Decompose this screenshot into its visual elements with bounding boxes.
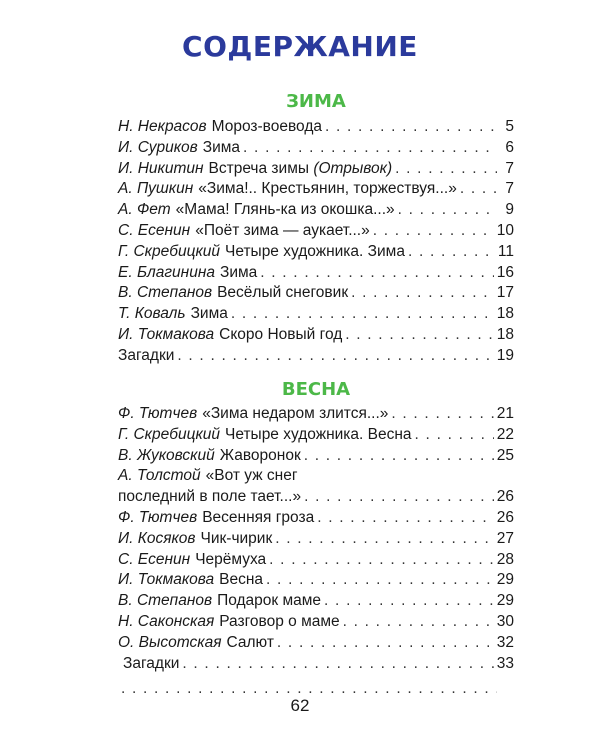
- dot-leader: [415, 425, 494, 446]
- section-heading: ВЕСНА: [281, 379, 351, 400]
- toc-entry[interactable]: [118, 633, 514, 654]
- work-title: Подарок маме: [217, 592, 322, 610]
- toc-entry[interactable]: [118, 570, 514, 591]
- toc-entry[interactable]: [118, 508, 514, 529]
- dot-leader: [408, 242, 495, 263]
- author: Г. Скребицкий: [118, 425, 221, 443]
- work-title: Весенняя гроза: [202, 508, 315, 526]
- page-number: 7: [505, 159, 514, 177]
- toc-entry[interactable]: [118, 654, 514, 675]
- page-number: 17: [496, 284, 514, 302]
- work-title: «Вот уж снег: [205, 467, 298, 485]
- dot-leader: [351, 283, 494, 304]
- author: Е. Благинина: [118, 263, 215, 281]
- toc-entry[interactable]: [118, 283, 514, 304]
- page-number: 11: [497, 242, 514, 260]
- work-note: (Отрывок): [313, 159, 393, 177]
- dot-leader: [304, 446, 494, 467]
- section-winter: [118, 90, 514, 367]
- work-title: «Мама! Глянь-ка из окошка...»: [175, 201, 395, 219]
- toc-entry[interactable]: [118, 221, 514, 242]
- dot-leader: [398, 200, 497, 221]
- page-number: 7: [505, 180, 514, 198]
- work-title: Жаворонок: [219, 446, 301, 464]
- page-number: 18: [496, 305, 514, 323]
- work-title: Салют: [226, 633, 274, 651]
- author: А. Толстой: [118, 467, 201, 485]
- page-number: 10: [496, 221, 514, 239]
- page-number: 9: [505, 201, 514, 219]
- work-title: Зима: [202, 138, 241, 156]
- toc-entry[interactable]: [118, 346, 514, 367]
- author: В. Степанов: [118, 592, 213, 610]
- dot-leader: [460, 179, 497, 200]
- dot-leader: [304, 487, 494, 508]
- toc-entry[interactable]: [118, 159, 514, 180]
- toc-entry[interactable]: [118, 242, 514, 263]
- author: В. Степанов: [118, 284, 213, 302]
- work-title: Весёлый снеговик: [217, 284, 349, 302]
- dot-leader: [277, 633, 494, 654]
- author: И. Суриков: [118, 138, 198, 156]
- toc-list: [118, 117, 514, 367]
- toc-entry[interactable]: [118, 591, 514, 612]
- page-number: 33: [496, 654, 514, 672]
- section-spring: [118, 378, 514, 700]
- author: А. Пушкин: [118, 180, 194, 198]
- dot-leader: [177, 346, 493, 367]
- toc-entry[interactable]: [118, 138, 514, 159]
- page-folio: 62: [290, 696, 310, 715]
- dot-leader: [325, 117, 497, 138]
- page-number: 6: [505, 138, 514, 156]
- author: Ф. Тютчев: [118, 405, 198, 422]
- dot-leader: [324, 591, 494, 612]
- page-number: 26: [496, 488, 514, 506]
- work-title: Мороз-воевода: [211, 118, 322, 135]
- dot-leader: [260, 263, 493, 284]
- page-number: 16: [496, 263, 514, 281]
- toc-entry[interactable]: [118, 550, 514, 571]
- work-title: «Поёт зима — аукает...»: [195, 221, 370, 239]
- toc-entry[interactable]: [118, 179, 514, 200]
- work-title: Четыре художника. Весна: [225, 425, 412, 443]
- author: Т. Коваль: [118, 305, 186, 323]
- dot-leader: [269, 550, 494, 571]
- work-title: Встреча зимы: [208, 159, 309, 177]
- page-number: 19: [496, 346, 514, 364]
- author: С. Есенин: [118, 550, 191, 568]
- work-title: Загадки: [118, 346, 175, 364]
- author: Г. Скребицкий: [118, 242, 221, 260]
- toc-entry[interactable]: [118, 263, 514, 284]
- work-title: Разговор о маме: [219, 612, 340, 630]
- author: Н. Некрасов: [118, 118, 207, 135]
- dot-leader: [343, 612, 494, 633]
- dot-leader: [391, 404, 493, 425]
- work-title: Зима: [190, 305, 228, 323]
- toc-entry[interactable]: [118, 404, 514, 425]
- dot-leader: [345, 325, 493, 346]
- page-number: 29: [496, 571, 514, 589]
- work-title: Загадки: [123, 654, 180, 672]
- work-title: Зима: [219, 263, 258, 281]
- work-title: Весна: [219, 571, 264, 589]
- toc-entry[interactable]: [118, 466, 514, 508]
- toc-list: [118, 404, 514, 700]
- toc-entry[interactable]: [118, 117, 514, 138]
- dot-leader: [373, 221, 494, 242]
- toc-entry[interactable]: [118, 529, 514, 550]
- page-number: 32: [496, 633, 514, 651]
- page-number: 21: [496, 405, 514, 422]
- work-title: Черёмуха: [195, 550, 267, 568]
- toc-entry[interactable]: [118, 200, 514, 221]
- page-number: 27: [496, 529, 514, 547]
- work-title: Четыре художника. Зима: [225, 242, 405, 260]
- author: А. Фет: [118, 201, 171, 219]
- work-title: Чик-чирик: [200, 529, 273, 547]
- page-title: СОДЕРЖАНИЕ: [182, 30, 418, 63]
- work-title: «Зима!.. Крестьянин, торжествуя...»: [198, 180, 457, 198]
- dot-leader: [231, 304, 494, 325]
- page-number: 22: [496, 425, 514, 443]
- work-title: Скоро Новый год: [219, 325, 343, 343]
- dot-leader: [266, 570, 494, 591]
- dot-leader: [182, 654, 493, 675]
- work-title-continued: последний в поле тает...»: [118, 488, 302, 506]
- author: И. Косяков: [118, 529, 196, 547]
- toc-entry[interactable]: [118, 612, 514, 633]
- toc-entry[interactable]: [118, 304, 514, 325]
- author: И. Никитин: [118, 159, 204, 177]
- dot-leader: [275, 529, 494, 550]
- author: Н. Саконская: [118, 612, 215, 630]
- author: И. Токмакова: [118, 571, 215, 589]
- page-number: 5: [505, 118, 514, 135]
- author: О. Высотская: [118, 633, 222, 651]
- work-title: «Зима недаром злится...»: [202, 405, 389, 422]
- dot-leader: [395, 159, 497, 180]
- author: И. Токмакова: [118, 325, 215, 343]
- page-number: 18: [496, 325, 514, 343]
- section-heading: ЗИМА: [286, 91, 346, 112]
- page-number: 25: [496, 446, 514, 464]
- toc-entry[interactable]: [118, 425, 514, 446]
- author: Ф. Тютчев: [118, 508, 198, 526]
- page-number: 28: [496, 550, 514, 568]
- toc-entry[interactable]: [118, 325, 514, 346]
- page-number: 29: [496, 592, 514, 610]
- page-number: 26: [496, 508, 514, 526]
- dot-leader: [243, 138, 497, 159]
- page-number: 30: [496, 612, 514, 630]
- author: С. Есенин: [118, 221, 191, 239]
- toc-entry[interactable]: [118, 446, 514, 467]
- dot-leader: [317, 508, 494, 529]
- author: В. Жуковский: [118, 446, 215, 464]
